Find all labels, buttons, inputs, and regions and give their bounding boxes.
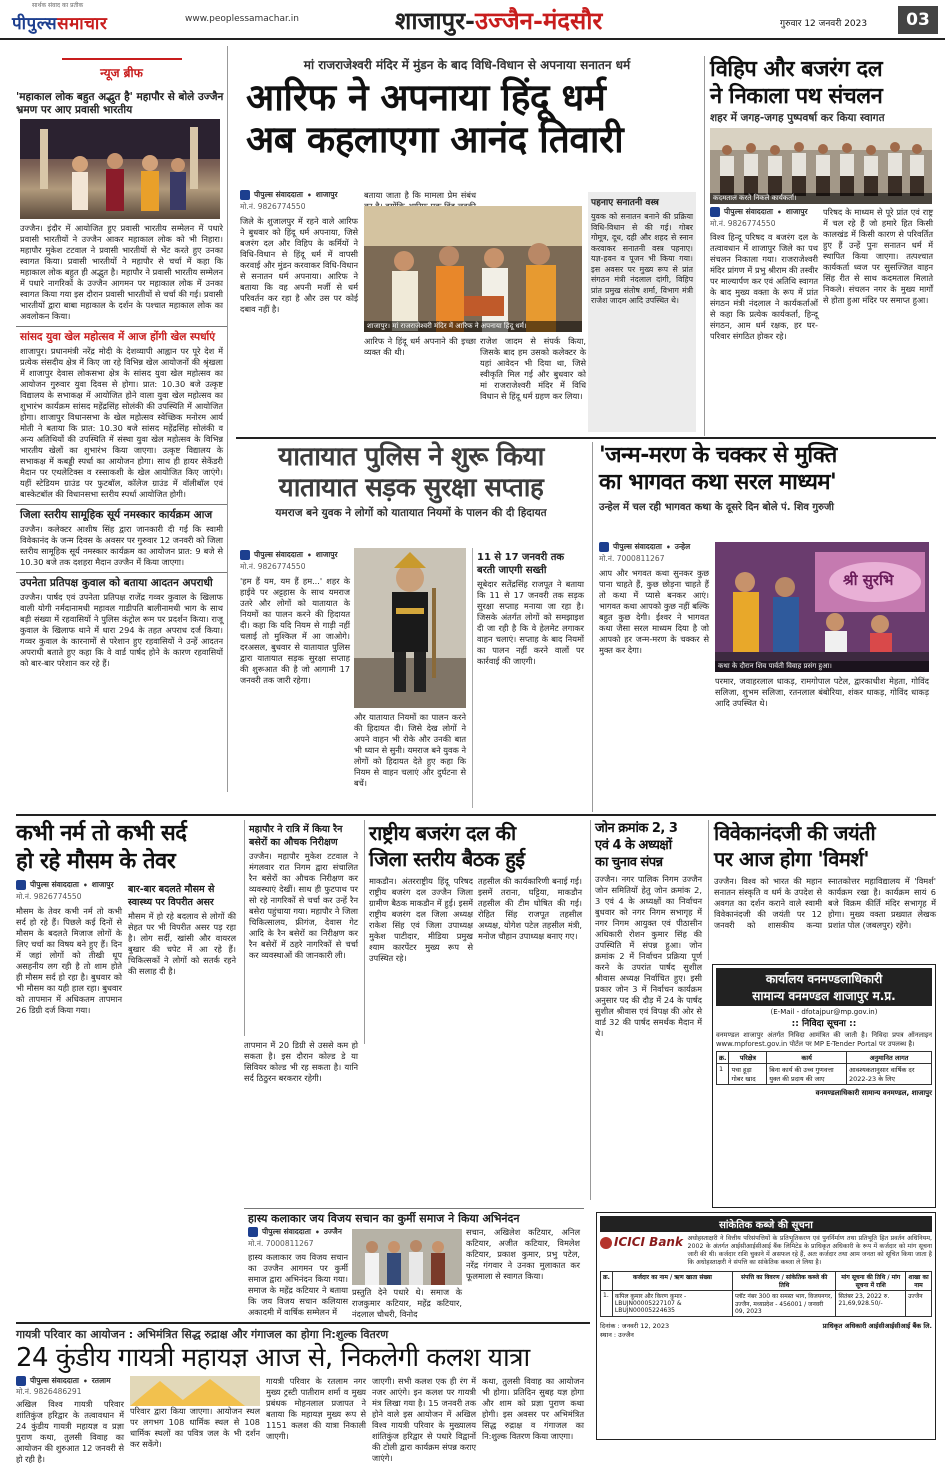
tender-col-header: कार्य	[767, 1052, 847, 1064]
weather-story	[16, 820, 238, 1210]
traffic-headline-line1[interactable]: यातायात पुलिस ने शुरू किया	[278, 442, 544, 472]
icici-bank-icon	[600, 1237, 612, 1249]
icici-col-header: संपत्ति का विवरण / सांकेतिक कब्जे की तिथि	[732, 1272, 835, 1291]
tender-col-header: परिक्षेत्र	[729, 1052, 767, 1064]
vhp-body-col2: परिषद के माध्यम से पूरे प्रांत एवं राष्ट्र में चल रहे हैं जो हमारे हित किसी कालखंड में किसी कारण से परिवर्तित हुए हैं उन्हें पुनः सनातन धर्म में स्थापित किया जाएगा। तत्पश्चात कार्यकर्ता ध्वज पर सुसज्जित वाहन सिंह रीत से साथ कदमताल मिलाते निकले। संचलन नगर के मुख्य मार्गों से होता हुआ मंदिर पर समाप्त हुआ।	[823, 207, 933, 305]
weather-side-headline[interactable]: बार-बार बदलते मौसम से स्वास्थ्य पर विपरीत असर	[128, 884, 215, 908]
night-shelter-story	[244, 820, 358, 1036]
comedian-headline[interactable]: हास्य कलाकार जय विजय सचान का कुर्मी समाज ने किया अभिनंदन	[248, 1212, 520, 1225]
brief-3-body: उज्जैन। कलेक्टर आशीष सिंह द्वारा जानकारी दी गई कि स्वामी विवेकानंद के जन्म दिवस के अवसर पर गुरुवार 12 जनवरी को जिला स्तरीय सामूहिक सूर्य नमस्कार कार्यक्रम का आयोजन प्रात: 9 बजे से 10.30 बजे तक दशहरा मैदान उज्जैन में किया जाएगा।	[20, 524, 223, 567]
comedian-photo	[352, 1229, 462, 1285]
tender-cell: 1	[717, 1064, 729, 1085]
dateline: गुरुवार 12 जनवरी 2023	[780, 19, 868, 29]
tender-office-line2: सामान्य वनमण्डल शाजापुर म.प्र.	[752, 989, 896, 1003]
vhp-byline: पीपुल्स संवाददाता • शाजापुर	[710, 207, 818, 217]
hero-body-col1: जिले के शुजालपुर में रहने वाले आरिफ ने बुधवार को हिंदू धर्म अपनाया, जिसे बजरंग दल और विहिप के कर्मियों ने विधि-विधान से हिंदू धर्म में वापसी करवाई और मुंडन करवाकर विधि-विधान से सनातन धर्म अपनाया। आरिफ ने बताया कि वह अपनी मर्जी से धर्म परिवर्तन कर रहा है और उस पर कोई दबाव नहीं है।	[240, 216, 358, 314]
bajrang-headline-line2[interactable]: जिला स्तरीय बैठक हुई	[369, 847, 525, 871]
forest-tender-ad[interactable]	[712, 964, 936, 1208]
masthead	[0, 0, 945, 40]
hero-kicker: मां राजराजेश्वरी मंदिर में मुंडन के बाद विधि-विधान से अपनाया सनातन धर्म	[303, 58, 631, 72]
vivekanand-headline-line2[interactable]: पर आज होगा 'विमर्श'	[714, 847, 870, 871]
gayatri-kicker: गायत्री परिवार का आयोजन : अभिमंत्रित सिद्ध रुद्राक्ष और गंगाजल का होगा नि:शुल्क वितरण	[16, 1328, 389, 1341]
brief-2-headline[interactable]: सांसद युवा खेल महोत्सव में आज होंगी खेल स्पर्धाएं	[20, 331, 216, 343]
night-shelter-headline[interactable]: महापौर ने रात्रि में किया रैन बसेरों का औचक निरीक्षण	[249, 824, 343, 848]
vivekanand-headline-line1[interactable]: विवेकानंदजी की जयंती	[714, 821, 876, 845]
hero-body-col3: राजेश जादम से संपर्क किया, जिसके बाद हम उसको कलेक्टर के यहां आवेदन भी दिया था, जिसे स्वीकृति मिल गई और बुधवार को मां राजराजेश्वरी मंदिर में विधि विधान से हिंदू धर्म ग्रहण कर लिया।	[480, 336, 586, 401]
news-brief-column	[16, 46, 228, 792]
byline-icon	[599, 542, 609, 552]
gayatri-body-col5: कथा, तुलसी विवाह का आयोजन भी होगा। प्रतिदिन सुबह यज्ञ होगा और शाम को प्रज्ञा पुराण कथा होगी। इस अवसर पर अभिमंत्रित सिद्ध रुद्राक्ष व गंगाजल का नि:शुल्क वितरण किया जाएगा।	[482, 1376, 584, 1441]
bhagwat-body-col1: आप और भगवत कथा सुनकर कुछ पाना चाहते हैं, कुछ छोड़ना चाहते हैं तो कथा में प्यासे बनकर आएं। भागवत कथा आपको कुछ नहीं बल्कि बहुत कुछ देगी। ईश्वर ने भागवत कथा जैसा सरल माध्यम दिया है जो आपको हर जन्म-मरण के चक्कर से मुक्त कर देगा।	[599, 568, 709, 655]
icici-signatory: प्राधिकृत अधिकारी आईसीआईसीआई बैंक लि.	[822, 1322, 932, 1330]
bhagwat-photo-image	[715, 542, 929, 672]
vhp-photo	[710, 128, 932, 204]
hero-photo	[364, 206, 582, 332]
icici-footer-date: दिनांक : जनवरी 12, 2023	[600, 1322, 670, 1330]
traffic-photo	[354, 548, 466, 708]
gayatri-body-col4: जाएगी। सभी कलश एक ही रंग में नजर आएंगे। इन कलश पर गायत्री मंत्र लिखा गया है। 15 जनवरी तक होने वाले इस आयोजन में अखिल विश्व गायत्री परिवार के मुख्यालय शांतिकुंज हरिद्वार से पधारे विद्वानों की टोली द्वारा कार्यक्रम संपन्न कराए जाएंगे।	[372, 1376, 476, 1463]
elections-body: उज्जैन। नगर पालिक निगम उज्जैन जोन समितियों हेतु जोन क्रमांक 2, 3 एवं 4 के अध्यक्षों का निर्वाचन बुधवार को नगर निगम सभागृह में नगर निगम आयुक्त एवं पीठासीन अधिकारी रोशन कुमार सिंह की उपस्थिति में संपन्न हुआ। जोन क्रमांक 2 में निर्वाचन प्रक्रिया पूर्ण करने के उपरांत पार्षद सुशील श्रीवास अध्यक्ष निर्वाचित हुए। इसी प्रकार जोन 3 में निर्वाचन कार्यक्रम अनुसार पद की दौड़ में 24 के पार्षद सुशील श्रीवास एवं विपक्ष की ओर से वार्ड 32 की पार्षद समर्थक मैदान में थे।	[595, 874, 702, 1038]
brief-1-headline[interactable]: 'महाकाल लोक बहुत अद्भुत है' महापौर से बोले उज्जैन भ्रमण पर आए प्रवासी भारतीय	[16, 91, 224, 116]
vivekanand-body: उज्जैन। विश्व को भारत की महान सनातन संस्कृति व धर्म के उपदेश से अवगत का दर्शन कराने वाले स्वामी विवेकानंदजी की जयंती पर 12 जनवरी को शासकीय कन्या स्नातकोत्तर महाविद्यालय में 'विमर्श' कार्यक्रम रखा है। कार्यक्रम सायं 6 बजे विक्रम कीर्ति मंदिर सभागृह में होगा। मुख्य वक्ता प्रख्यात लेखक प्रशांत पोल (जबलपुर) रहेंगे।	[714, 876, 936, 930]
weather-mobile: मो.नं. 9826774550	[16, 892, 82, 901]
traffic-body-col2: और यातायात नियमों का पालन करने की हिदायत दी। जिसे देख लोगों ने अपने वाहन भी रोके और उनकी बात भी ध्यान से सुनी। यमराज बने युवक ने लोगों को हिदायत देते हुए कहा कि नियम से वाहन चलाएं और दुर्घटना से बचें।	[354, 712, 466, 788]
byline-icon	[240, 190, 250, 200]
hero-body	[236, 150, 698, 435]
bhagwat-body-col2: परमार, जवाहरलाल धाकड़, रामगोपाल पटेल, द्वारकाधीश मेहता, गोविंद सलिजा, शुभम सलिजा, रतनलाल बंबोरिया, शंकर धाकड़, गोविंद धाकड़ आदि उपस्थित थे।	[715, 676, 929, 708]
tender-cell: आवश्यकतानुसार वार्षिक दर 2022-23 के लिए	[847, 1064, 932, 1085]
comedian-body-col1: हास्य कलाकार जय विजय सचान का उज्जैन आगमन पर कुर्मी समाज द्वारा अभिनंदन किया गया। समाज के महेंद्र कटियार ने बताया कि जय विजय सचान कलियास अकादमी में वार्षिक सम्मेलन में	[248, 1252, 348, 1317]
night-shelter-body: उज्जैन। महापौर मुकेश टटवाल ने मंगलवार रात निगम द्वारा संचालित रैन बसेरों का औचक निरीक्षण कर व्यवस्थाएं देखीं। साथ ही फुटपाथ पर सो रहे नागरिकों से चर्चा कर उन्हें रैन बसेरा पहुंचाया गया। महापौर ने जिला चिकित्सालय, फ्रीगंज, देवास गेट आदि के रैन बसेरों का निरीक्षण कर रैन बसेरों में ठहरे नागरिकों से चर्चा कर व्यवस्थाओं की जानकारी ली।	[249, 851, 358, 960]
bhagwat-story	[592, 442, 936, 812]
bajrang-body-col1: माकडौन। अंतरराष्ट्रीय हिंदू परिषद राष्ट्रीय बजरंग दल उज्जैन जिला ग्रामीण बैठक माकडौन में हुई। इसमें राष्ट्रीय बजरंग दल जिला अध्यक्ष राकेश सिंह एवं जिला उपाध्यक्ष मुकेश पाटीदार, मीडिया प्रमुख श्याम कारपेंटर मुख्य रूप से उपस्थित रहे।	[369, 876, 473, 963]
tender-title: :: निविदा सूचना ::	[791, 1019, 857, 1029]
icici-notice-ad[interactable]	[596, 1212, 936, 1440]
byline-icon	[710, 207, 720, 217]
icici-col-header: मांग सूचना की तिथि / मांग सूचना में राशि	[836, 1272, 906, 1291]
bhagwat-photo-caption: कथा के दौरान शिव पार्वती विवाह प्रसंग हुआ।	[715, 661, 929, 672]
gayatri-photo-image	[130, 1376, 260, 1406]
tender-body: वनमण्डल शाजापुर अंतर्गत निविदा आमंत्रित की जाती है। निविदा प्रपत्र ऑनलाइन www.mpforest.gov.in पोर्टल पर MP E-Tender Portal पर उपलब्ध है।	[716, 1031, 932, 1048]
gayatri-headline[interactable]: 24 कुंडीय गायत्री महायज्ञ आज से, निकलेगी कलश यात्रा	[16, 1343, 530, 1373]
traffic-headline-line2[interactable]: यातायात सड़क सुरक्षा सप्ताह	[278, 473, 544, 503]
weather-body-col1: मौसम के तेवर कभी नर्म तो कभी सर्द हो रहे हैं। पिछले कई दिनों से मौसम के बदलते मिजाज लोगों के लिए चर्चा का विषय बने हुए हैं। दिन में जहां लोगों को तीखी धूप असहनीय लग रही है तो शाम होते ही मौसम सर्द हो रहा है। बुधवार को भी मौसम का यही हाल रहा। बुधवार को तापमान में अधिकतम तापमान 26 डिग्री दर्ज किया गया।	[16, 906, 122, 1015]
vhp-photo-caption: कदमताल करते निकले कार्यकर्ता।	[710, 193, 932, 204]
weather-continued	[244, 1040, 358, 1206]
hero-sidebar-headline[interactable]: पहनाए सनातनी वस्त्र	[591, 198, 659, 208]
gayatri-body-col3: गायत्री परिवार के रतलाम नगर मुख्य ट्रस्टी पातीराम शर्मा व मुख्य प्रबंधक मोहनलाल प्रजापत ने बताया कि महायज्ञ मुख्य रूप से 1151 कलश की यात्रा निकाली जाएगी।	[266, 1376, 366, 1441]
elections-headline-line1[interactable]: जोन क्रमांक 2, 3	[595, 821, 678, 836]
vhp-headline-line2[interactable]: ने निकाला पथ संचलन	[710, 84, 883, 109]
traffic-box-body: सूबेदार सतेंद्रसिंह राजपूत ने बताया कि 11 से 17 जनवरी तक सड़क सुरक्षा सप्ताह मनाया जा रहा है। जिसके अंतर्गत लोगों को समझाइश दी जा रही है कि वे हेलमेट लगाकर वाहन चलाएं। सप्ताह के बाद नियमों का पालन नहीं करने वालों पर कार्रवाई की जाएगी।	[477, 579, 584, 666]
gayatri-mobile: मो.नं. 9826486291	[16, 1387, 82, 1396]
tender-office-line1: कार्यालय वनमण्डलाधिकारी	[765, 972, 883, 986]
tender-col-header: अनुमानित लागत	[847, 1052, 932, 1064]
hero-mobile: मो.नं. 9826774550	[240, 202, 306, 211]
bajrang-body-col2: तहसील की कार्यकारिणी बनाई गई। इसमें तराना, घट्टिया, माकडौन तहसील की टीम घोषित की गई। रोहित सिंह राजपूत तहसील अध्यक्ष, योगेश पटेल तहसील मंत्री, मनोज चौहान उपाध्यक्ष बनाए गए।	[478, 876, 582, 941]
icici-col-header: कर्जदार का नाम / ऋण खाता संख्या	[612, 1272, 732, 1291]
brief-4-body: उज्जैन। पार्षद एवं उपनेता प्रतिपक्ष राजेंद्र गव्वर कुवाल के खिलाफ वाली योगी नर्मदानामधी महावल गाडीपति बालीनामधी भाग के साथ बड़ी संख्या में रहवासियों ने पुलिस कंट्रोल रूम पर प्रदर्शन किया। राजू कुवाल के खिलाफ थाने में धारा 294 के तहत अपराध दर्ज किया। गव्वर कुवाल के कारनामों से परेशान हुए रहवासियों ने उन्हें आदतन अपराधी बताते हुए कहा कि वे वार्ड पार्षद होने के कारण रहवासियों को बार-बार परेशान कर रहे हैं।	[20, 592, 223, 668]
gayatri-byline: पीपुल्स संवाददाता • रतलाम	[16, 1376, 124, 1386]
weather-headline-line2[interactable]: हो रहे मौसम के तेवर	[16, 849, 176, 874]
comedian-story	[244, 1208, 584, 1320]
website-link[interactable]: www.peoplessamachar.in	[185, 14, 299, 24]
bhagwat-headline-line1[interactable]: 'जन्म-मरण के चक्कर से मुक्ति	[599, 443, 837, 468]
icici-notice-body: अधोहस्ताक्षरी ने वित्तीय परिसंपत्तियों के प्रतिभूतिकरण एवं पुनर्निर्माण तथा प्रतिभूति हित प्रवर्तन अधिनियम, 2002 के अंतर्गत आईसीआईसीआई बैंक लिमिटेड के प्राधिकृत अधिकारी के रूप में कर्जदार को मांग सूचना जारी की थी। कर्जदार राशि चुकाने में असफल रहे हैं, अतः कर्जदार तथा आम जनता को सूचित किया जाता है कि अधोहस्ताक्षरी ने संपत्ति का सांकेतिक कब्जा ले लिया है।	[687, 1235, 932, 1266]
traffic-mobile: मो.नं. 9826774550	[240, 562, 306, 571]
hero-photo-caption: शाजापुर। मां राजराजेश्वरी मंदिर में आरिफ ने अपनाया हिंदू धर्म।	[364, 321, 582, 332]
vivekanand-story	[708, 820, 936, 960]
page-number: 03	[898, 6, 938, 34]
bhagwat-headline-line2[interactable]: का भागवत कथा सरल माध्यम'	[599, 470, 837, 495]
icici-col-header: क्र.	[601, 1272, 613, 1291]
weather-headline-line1[interactable]: कभी नर्म तो कभी सर्द	[16, 821, 187, 846]
brief-4-headline[interactable]: उपनेता प्रतिपक्ष कुवाल को बताया आदतन अपराधी	[20, 577, 213, 589]
byline-icon	[16, 1376, 26, 1386]
icici-col-header: शाखा का नाम	[906, 1272, 932, 1291]
weather-body-col3: तापमान में 20 डिग्री से उससे कम हो सकता है। इस दौरान कोल्ड डे या सिवियर कोल्ड भी रह सकता है। यानि सर्द ठिठुरन बरकरार रहेगी।	[244, 1040, 358, 1083]
bajrang-headline-line1[interactable]: राष्ट्रीय बजरंग दल की	[369, 821, 516, 845]
bhagwat-stage-text: श्री सुरभि	[843, 571, 894, 589]
icici-cell: प्लॉट नंबर 300 का समस्त भाग, विजयनगर, उज्जैन, मध्यप्रदेश - 456001 / जनवरी 09, 2023	[732, 1291, 835, 1317]
traffic-body-col1: 'हम हैं यम, यम हैं हम...' शहर के हाईवे पर अट्टहास के साथ यमराज उतरे और लोगों को यातायात के नियमों का पालन करने की हिदायत दी। कहा कि यदि नियम से गाड़ी नहीं चलाई तो मुश्किल में आ जाओगे। दरअसल, बुधवार से यातायात पुलिस द्वारा यातायात सड़क सुरक्षा सप्ताह की शुरूआत की है जो आगामी 17 जनवरी तक जारी रहेगा।	[240, 576, 350, 685]
vhp-headline-line1[interactable]: विहिप और बजरंग दल	[710, 57, 883, 82]
comedian-photo-image	[352, 1229, 462, 1285]
gayatri-story	[16, 1322, 590, 1464]
icici-cell: उज्जैन	[906, 1291, 932, 1317]
icici-cell: 1.	[601, 1291, 613, 1317]
table-row	[717, 1064, 932, 1085]
bhagwat-byline: पीपुल्स संवाददाता • उन्हेल	[599, 542, 709, 552]
tender-col-header: क्र.	[717, 1052, 729, 1064]
vhp-story	[704, 56, 936, 436]
bhagwat-photo	[715, 542, 929, 672]
elections-story	[590, 820, 702, 1200]
gayatri-body-col2: परिवार द्वारा किया जाएगा। आयोजन स्थल पर लगभग 108 धार्मिक स्थल से 108 धार्मिक स्थलों का पवित्र जल के भी दर्शन कर सकेंगे।	[130, 1406, 260, 1449]
comedian-body-col3: सचान, अखिलेश कटियार, अनिल कटियार, अजीत कटियार, विमलेश कटियार, प्रकाश कुमार, प्रभु पटेल, नरेंद्र गंगवार ने उनका मुलाकात कर फूलमाला से स्वागत किया।	[466, 1227, 580, 1281]
vhp-body-col1: विश्व हिन्दू परिषद व बजरंग दल के तत्वावधान में शाजापुर जिले का पथ संचलन निकाला गया। राजराजेश्वरी मंदिर प्रांगण में प्रभु श्रीराम की तस्वीर पर माल्यार्पण कर एवं अतिथि स्वागत के बाद मुख्य वक्ता के रूप में प्रांत संगठन मंत्री नंदलाल ने कार्यकर्ताओं से कहा कि प्रत्येक कार्यकर्ता, हिन्दू संगठन, आम धर्म रक्षक, हर घर-परिवार संगठित होकर रहे।	[710, 232, 818, 341]
news-brief-label: न्यूज ब्रीफ	[100, 66, 143, 80]
tender-cell: बिना कार्य की उच्च गुणवत्ता युक्त की प्रदाय की जाए	[767, 1064, 847, 1085]
comedian-byline: पीपुल्स संवाददाता • उज्जैन	[248, 1227, 348, 1237]
page-section-title: शाजापुर-उज्जैन-मंदसौर	[395, 6, 603, 35]
traffic-byline: पीपुल्स संवाददाता • शाजापुर	[240, 550, 350, 560]
tender-cell: पचा हूड़ा गोबर खाद	[729, 1064, 767, 1085]
bajrang-story	[364, 820, 584, 1044]
icici-notice-title: सांकेतिक कब्जे की सूचना	[600, 1216, 932, 1232]
icici-table	[600, 1271, 932, 1317]
hero-body-col2b: आरिफ ने हिंदू धर्म अपनाने की इच्छा व्यक्त की थी।	[364, 336, 476, 357]
tender-table	[716, 1051, 932, 1085]
gayatri-photo	[130, 1376, 260, 1406]
vhp-subhead: शहर में जगह-जगह पुष्पवर्षा कर किया स्वागत	[710, 112, 885, 124]
comedian-mobile: मो.नं. 7000811267	[248, 1239, 314, 1248]
byline-icon	[248, 1227, 258, 1237]
icici-cell: सितंबर 23, 2022 रु. 21,69,928.50/-	[836, 1291, 906, 1317]
traffic-subhead: यमराज बने युवक ने लोगों को यातायात नियमों के पालन की दी हिदायत	[275, 507, 547, 519]
tender-email[interactable]: (E-Mail - dfotajpur@mp.gov.in)	[770, 1008, 878, 1016]
bhagwat-mobile: मो.नं. 7000811267	[599, 554, 665, 563]
byline-icon	[16, 880, 26, 890]
icici-bank-logo: ICICI Bank	[600, 1235, 683, 1267]
traffic-photo-image	[354, 548, 466, 708]
brief-1-photo	[20, 119, 220, 219]
byline-icon	[240, 550, 250, 560]
logo-brand-a: पीपुल्स	[12, 14, 58, 34]
hero-headline-line2[interactable]: अब कहलाएगा आनंद तिवारी	[246, 118, 624, 161]
traffic-story	[236, 442, 586, 812]
brief-2-body: शाजापुर। प्रधानमंत्री नरेंद्र मोदी के देशव्यापी आह्वान पर पूरे देश में प्रत्येक संसदीय क्षेत्र में किए जा रहे विभिन्न खेल आयोजनों की श्रृंखला में शाजापुर देवास लोकसभा क्षेत्र के सांसद युवा खेल महोत्सव का आयोजन गुरुवार युवा दिवस से होगा। प्रात: 10.30 बजे उत्कृष्ट विद्यालय के सभाकक्ष में आयोजित होने वाला युवा खेल महोत्सव का शुभारंभ कार्यक्रम सांसद महेंद्रसिंह सोलंकी की उपस्थिति में आयोजित होगा। शाजापुर विधानसभा के खेल महोत्सव स्वेच्छिक मनोरम आर्य मोती ने बताया कि प्रात: 10.30 बजे सांसद महेंद्रसिंह सोलंकी व अन्य अतिथियों की उपस्थिति में संस्था युवा खेल महोत्सव के विभिन्न भारतीय खेलों का शुभारंभ किया जाएगा। उत्कृष्ट विद्यालय के सभाकक्ष में कबड्डी स्पर्धा का आयोजन होगा। साथ ही हायर सेकेंडरी मैदान पर एथलेटिक्स व रस्साकशी के खेल आयोजित किए जाएंगे। यहीं स्टेडियम ग्राउंड पर फुटबॉल, कॉलेज ग्राउंड में वॉलीबॉल एवं बास्केटबॉल की विधानसभा स्तरीय स्पर्धा आयोजित होगी।	[20, 346, 223, 499]
brief-1-photo-image	[20, 119, 220, 219]
logo-brand-b: समाचार	[57, 14, 108, 34]
elections-headline-line2[interactable]: एवं 4 के अध्यक्षों	[595, 838, 672, 853]
icici-footer-place: स्थान : उज्जैन	[600, 1331, 634, 1339]
logo-tagline: सार्थक संवाद का प्रतीक	[32, 2, 84, 9]
hero-byline: पीपुल्स संवाददाता • शाजापुर	[240, 190, 358, 200]
weather-byline: पीपुल्स संवाददाता • शाजापुर	[16, 880, 122, 890]
icici-cell: कपिल कुमार और किरण कुमार - LBUJN00005227107 & LBUJN00005224635	[612, 1291, 732, 1317]
elections-headline-line3[interactable]: का चुनाव संपन्न	[595, 855, 663, 870]
hero-body-col2: बताया जाता है कि मामला प्रेम संबंध	[364, 190, 476, 200]
brief-1-body: उज्जैन। इंदौर में आयोजित हुए प्रवासी भारतीय सम्मेलन में पधारे प्रवासी भारतीयों ने उज्जैन आकर महाकाल लोक को भी निहारा। महापौर मुकेश टटवाल ने प्रवासी भारतीयों से भेंट करते हुए उनका स्वागत किया। प्रवासी भारतीयों ने महापौर से चर्चा में कहा कि महाकाल लोक बहुत ही अद्भुत है। महापौर ने प्रवासी भारतीय सम्मेलन में पधारे नागरिकों के उज्जैन आगमन पर महाकाल लोक में उनका स्वागत किया गया इस दौरान प्रवासी भारतीयों से चर्चा की गई। प्रवासी भारतीयों द्वारा बाबा महाकाल के दर्शन के पश्चात महाकाल लोक का अवलोकन किया।	[20, 223, 223, 321]
hero-sidebar-body: युवक को सनातन बनाने की प्रक्रिया विधि-विधान से की गई। गोबर गोमूत्र, दूध, दही और शहद से स्नान करवाकर सनातनी वस्त्र पहनाए। यज्ञ-हवन व पूजन भी किया गया। इस अवसर पर मुख्य रूप से प्रांत संगठन मंत्री नंदलाल दांगी, विहिप प्रांत प्रमुख संतोष शर्मा, विभाग मंत्री राजेश जादम आदि उपस्थित थे।	[591, 212, 693, 305]
vhp-mobile: मो.नं. 9826774550	[710, 219, 776, 228]
gayatri-body-col1: अखिल विश्व गायत्री परिवार शांतिकुंज हरिद्वार के तत्वावधान में 24 कुंडीय गायत्री महायज्ञ व प्रज्ञा पुराण कथा, तुलसी विवाह का आयोजन की शुरुआत 12 जनवरी से हो रही है।	[16, 1399, 124, 1464]
comedian-body-col2: प्रस्तुति देने पधारे थे। समाज के राजकुमार कटियार, महेंद्र कटियार, नंदलाल चौधरी, विनोद	[352, 1287, 462, 1319]
newspaper-logo[interactable]	[12, 2, 182, 35]
hero-photo-image	[364, 206, 582, 332]
hero-headline-line1[interactable]: आरिफ ने अपनाया हिंदू धर्म	[246, 76, 606, 119]
traffic-box-headline[interactable]: 11 से 17 जनवरी तक बरती जाएगी सख्ती	[477, 552, 565, 576]
table-row	[601, 1291, 932, 1317]
bhagwat-subhead: उन्हेल में चल रही भागवत कथा के दूसरे दिन बोले पं. शिव गुरुजी	[599, 502, 835, 513]
weather-body-col2: मौसम में हो रहे बदलाव से लोगों की सेहत पर भी विपरीत असर पड़ रहा है। लोग सर्दी, खांसी और वायरल बुखार की चपेट में आ रहे हैं। चिकित्सकों ने लोगों को सतर्क रहने की सलाह दी है।	[128, 911, 236, 976]
tender-footer: वनमण्डलाधिकारी सामान्य वनमण्डल, शाजापुर	[815, 1089, 932, 1097]
brief-3-headline[interactable]: जिला स्तरीय सामूहिक सूर्य नमस्कार कार्यक्रम आज	[20, 509, 213, 521]
